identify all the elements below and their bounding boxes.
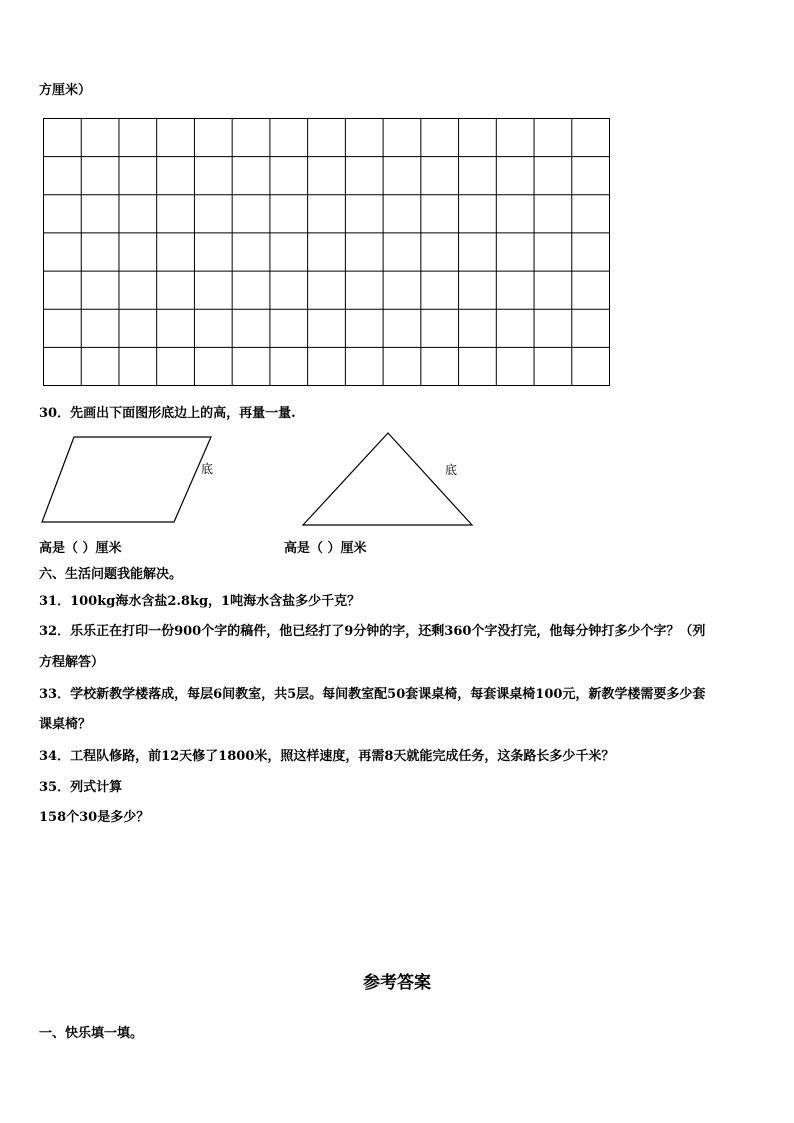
question-32-line-2: 方程解答） [39, 655, 105, 670]
triangle-height-answer: 高是（ ）厘米 [284, 541, 367, 556]
question-35-title: 35．列式计算 [39, 780, 123, 795]
triangle-figure [300, 431, 476, 529]
parallelogram-base-label: 底 [201, 462, 214, 476]
triangle-base-label: 底 [445, 463, 458, 477]
parallelogram-height-answer: 高是（ ）厘米 [39, 541, 122, 556]
parallelogram-figure [40, 436, 215, 526]
top-fragment-text: 方厘米） [39, 83, 92, 98]
question-33-line-1: 33．学校新教学楼落成，每层6间教室，共5层。每间教室配50套课桌椅，每套课桌椅100元，新教学楼需要多少套 [39, 687, 706, 702]
triangle-shape [300, 431, 476, 529]
section-6-heading: 六、生活问题我能解决。 [39, 567, 183, 582]
question-33-line-2: 课桌椅？ [39, 717, 92, 732]
grid-lines [43, 118, 610, 386]
question-31-text: 31．100kg海水含盐2.8kg，1吨海水含盐多少千克？ [39, 594, 361, 609]
question-35-text: 158个30是多少？ [39, 810, 150, 825]
question-30-text: 30．先画出下面图形底边上的高，再量一量. [39, 406, 296, 421]
question-34-text: 34．工程队修路，前12天修了1800米，照这样速度，再需8天就能完成任务，这条路长多少千米？ [39, 749, 615, 764]
answer-section-1-heading: 一、快乐填一填。 [39, 1026, 144, 1041]
question-32-line-1: 32．乐乐正在打印一份900个字的稿件，他已经打了9分钟的字，还剩360个字没打完，他每分钟打多少个字？（列 [39, 624, 706, 639]
parallelogram-shape [40, 436, 215, 526]
answer-key-title: 参考答案 [363, 973, 431, 993]
square-grid [43, 118, 610, 386]
